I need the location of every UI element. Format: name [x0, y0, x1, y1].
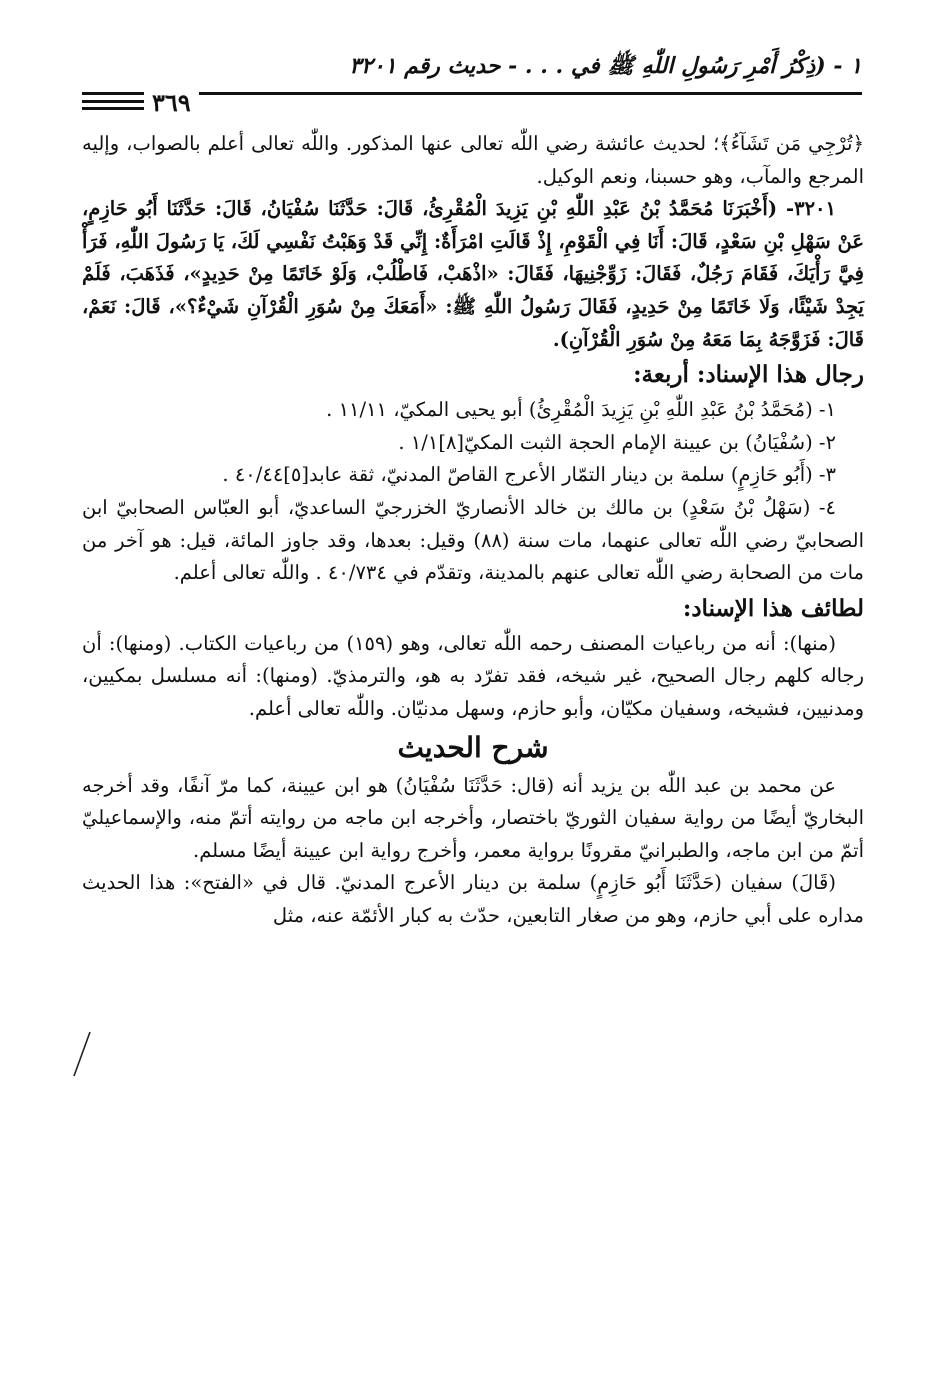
- page-body: [82, 128, 864, 932]
- header-rule-double-2: [82, 107, 144, 110]
- running-title: ١ - (ذِكْرُ أَمْرِ رَسُولِ اللّٰهِ ﷺ في . . . - حديث رقم ٣٢٠١: [349, 53, 862, 79]
- section-heading-narrators: رجال هذا الإسناد: أربعة:: [633, 361, 864, 389]
- paragraph-subtleties: (منها): أنه من رباعيات المصنف رحمه اللّٰه تعالى، وهو (١٥٩) من رباعيات الكتاب. (ومنها): أن رجاله كلهم رجال الصحيح، غير شيخه، فقد تفرّد به هو، والترمذيّ. (ومنها): أنه مسلسل بمكيين، ومدنيين، فشيخه، وسفيان مكيّان، وأبو حازم، وسهل مدنيّان. واللّٰه تعالى أعلم.: [82, 631, 864, 720]
- section-title-explanation: شرح الحديث: [397, 730, 549, 764]
- paragraph-intro: ﴿تُرْجِي مَن تَشَآءُ﴾؛ لحديث عائشة رضي اللّٰه تعالى عنها المذكور. واللّٰه تعالى أعلم بالصواب، وإليه المرجع والمآب، وهو حسبنا، ونعم الوكيل.: [82, 132, 864, 188]
- narrator-item-1: ١- (مُحَمَّدُ بْنُ عَبْدِ اللّٰهِ بْنِ يَزِيدَ الْمُقْرِئُ) أبو يحيى المكيّ، ١١/١١ .: [326, 398, 836, 422]
- narrator-item-4: ٤- (سَهْلُ بْنُ سَعْدٍ) بن مالك بن خالد الأنصاريّ الخزرجيّ الساعديّ، أبو العبّاس الصحابيّ ابن الصحابيّ رضي اللّٰه تعالى عنهما، مات سنة (٨٨) وقيل: بعدها، وقد جاوز المائة، قيل: هو آخر من مات من الصحابة رضي اللّٰه تعالى عنهم بالمدينة، وتقدّم في ٤٠/٧٣٤ . واللّٰه تعالى أعلم.: [82, 495, 864, 585]
- header-rule-double-1: [82, 100, 144, 103]
- paragraph-explanation-1: عن محمد بن عبد اللّٰه بن يزيد أنه (قال: حَدَّثَنَا سُفْيَانُ) هو ابن عيينة، كما مرّ آنفًا، وقد أخرجه البخاريّ أيضًا من رواية سفيان الثوريّ باختصار، وأخرجه ابن ماجه من روايته أتمّ منه، والإسماعيليّ أتمّ من ابن ماجه، والطبرانيّ مقرونًا برواية معمر، وأخرج رواية ابن عيينة أيضًا مسلم.: [82, 773, 864, 862]
- page-number: ٣٦٩: [144, 88, 199, 117]
- narrator-item-3: ٣- (أَبُو حَازِمٍ) سلمة بن دينار التمّار الأعرج القاصّ المدنيّ، ثقة عابد[٥]٤٠/٤٤ .: [222, 463, 836, 487]
- running-header: [82, 52, 862, 116]
- narrator-item-2: ٢- (سُفْيَانُ) بن عيينة الإمام الحجة الثبت المكيّ[٨]١/١ .: [398, 430, 836, 454]
- paragraph-explanation-2: (قَالَ) سفيان (حَدَّثَنَا أَبُو حَازِمٍ) سلمة بن دينار الأعرج المدنيّ. قال في «الفتح»: هذا الحديث مداره على أبي حازم، وهو من صغار التابعين، حدّث به كبار الأئمّة عنه، مثل: [82, 871, 864, 927]
- section-heading-subtleties: لطائف هذا الإسناد:: [682, 594, 864, 622]
- hadith-text: ٣٢٠١- (أَخْبَرَنَا مُحَمَّدُ بْنُ عَبْدِ اللّٰهِ بْنِ يَزِيدَ الْمُقْرِئُ، قَالَ: حَدَّثَنَا سُفْيَانُ، قَالَ: حَدَّثَنَا أَبُو حَازِمٍ، عَنْ سَهْلِ بْنِ سَعْدٍ، قَالَ: أَنَا فِي الْقَوْمِ، إِذْ قَالَتِ امْرَأَةٌ: إِنِّي قَدْ وَهَبْتُ نَفْسِي لَكَ، يَا رَسُولَ اللّٰهِ، فَرَأْ فِيَّ رَأْيَكَ، فَقَامَ رَجُلٌ، فَقَالَ: زَوِّجْنِيهَا، فَقَالَ: «اذْهَبْ، فَاطْلُبْ، وَلَوْ خَاتَمًا مِنْ حَدِيدٍ»، فَذَهَبَ، فَلَمْ يَجِدْ شَيْئًا، وَلَا خَاتَمًا مِنْ حَدِيدٍ، فَقَالَ رَسُولُ اللّٰهِ ﷺ: «أَمَعَكَ مِنْ سُوَرِ الْقُرْآنِ شَيْءٌ؟»، قَالَ: نَعَمْ، قَالَ: فَزَوَّجَهُ بِمَا مَعَهُ مِنْ سُوَرِ الْقُرْآنِ).: [82, 197, 864, 351]
- header-rule: [82, 92, 862, 95]
- margin-pen-mark: [68, 1030, 92, 1082]
